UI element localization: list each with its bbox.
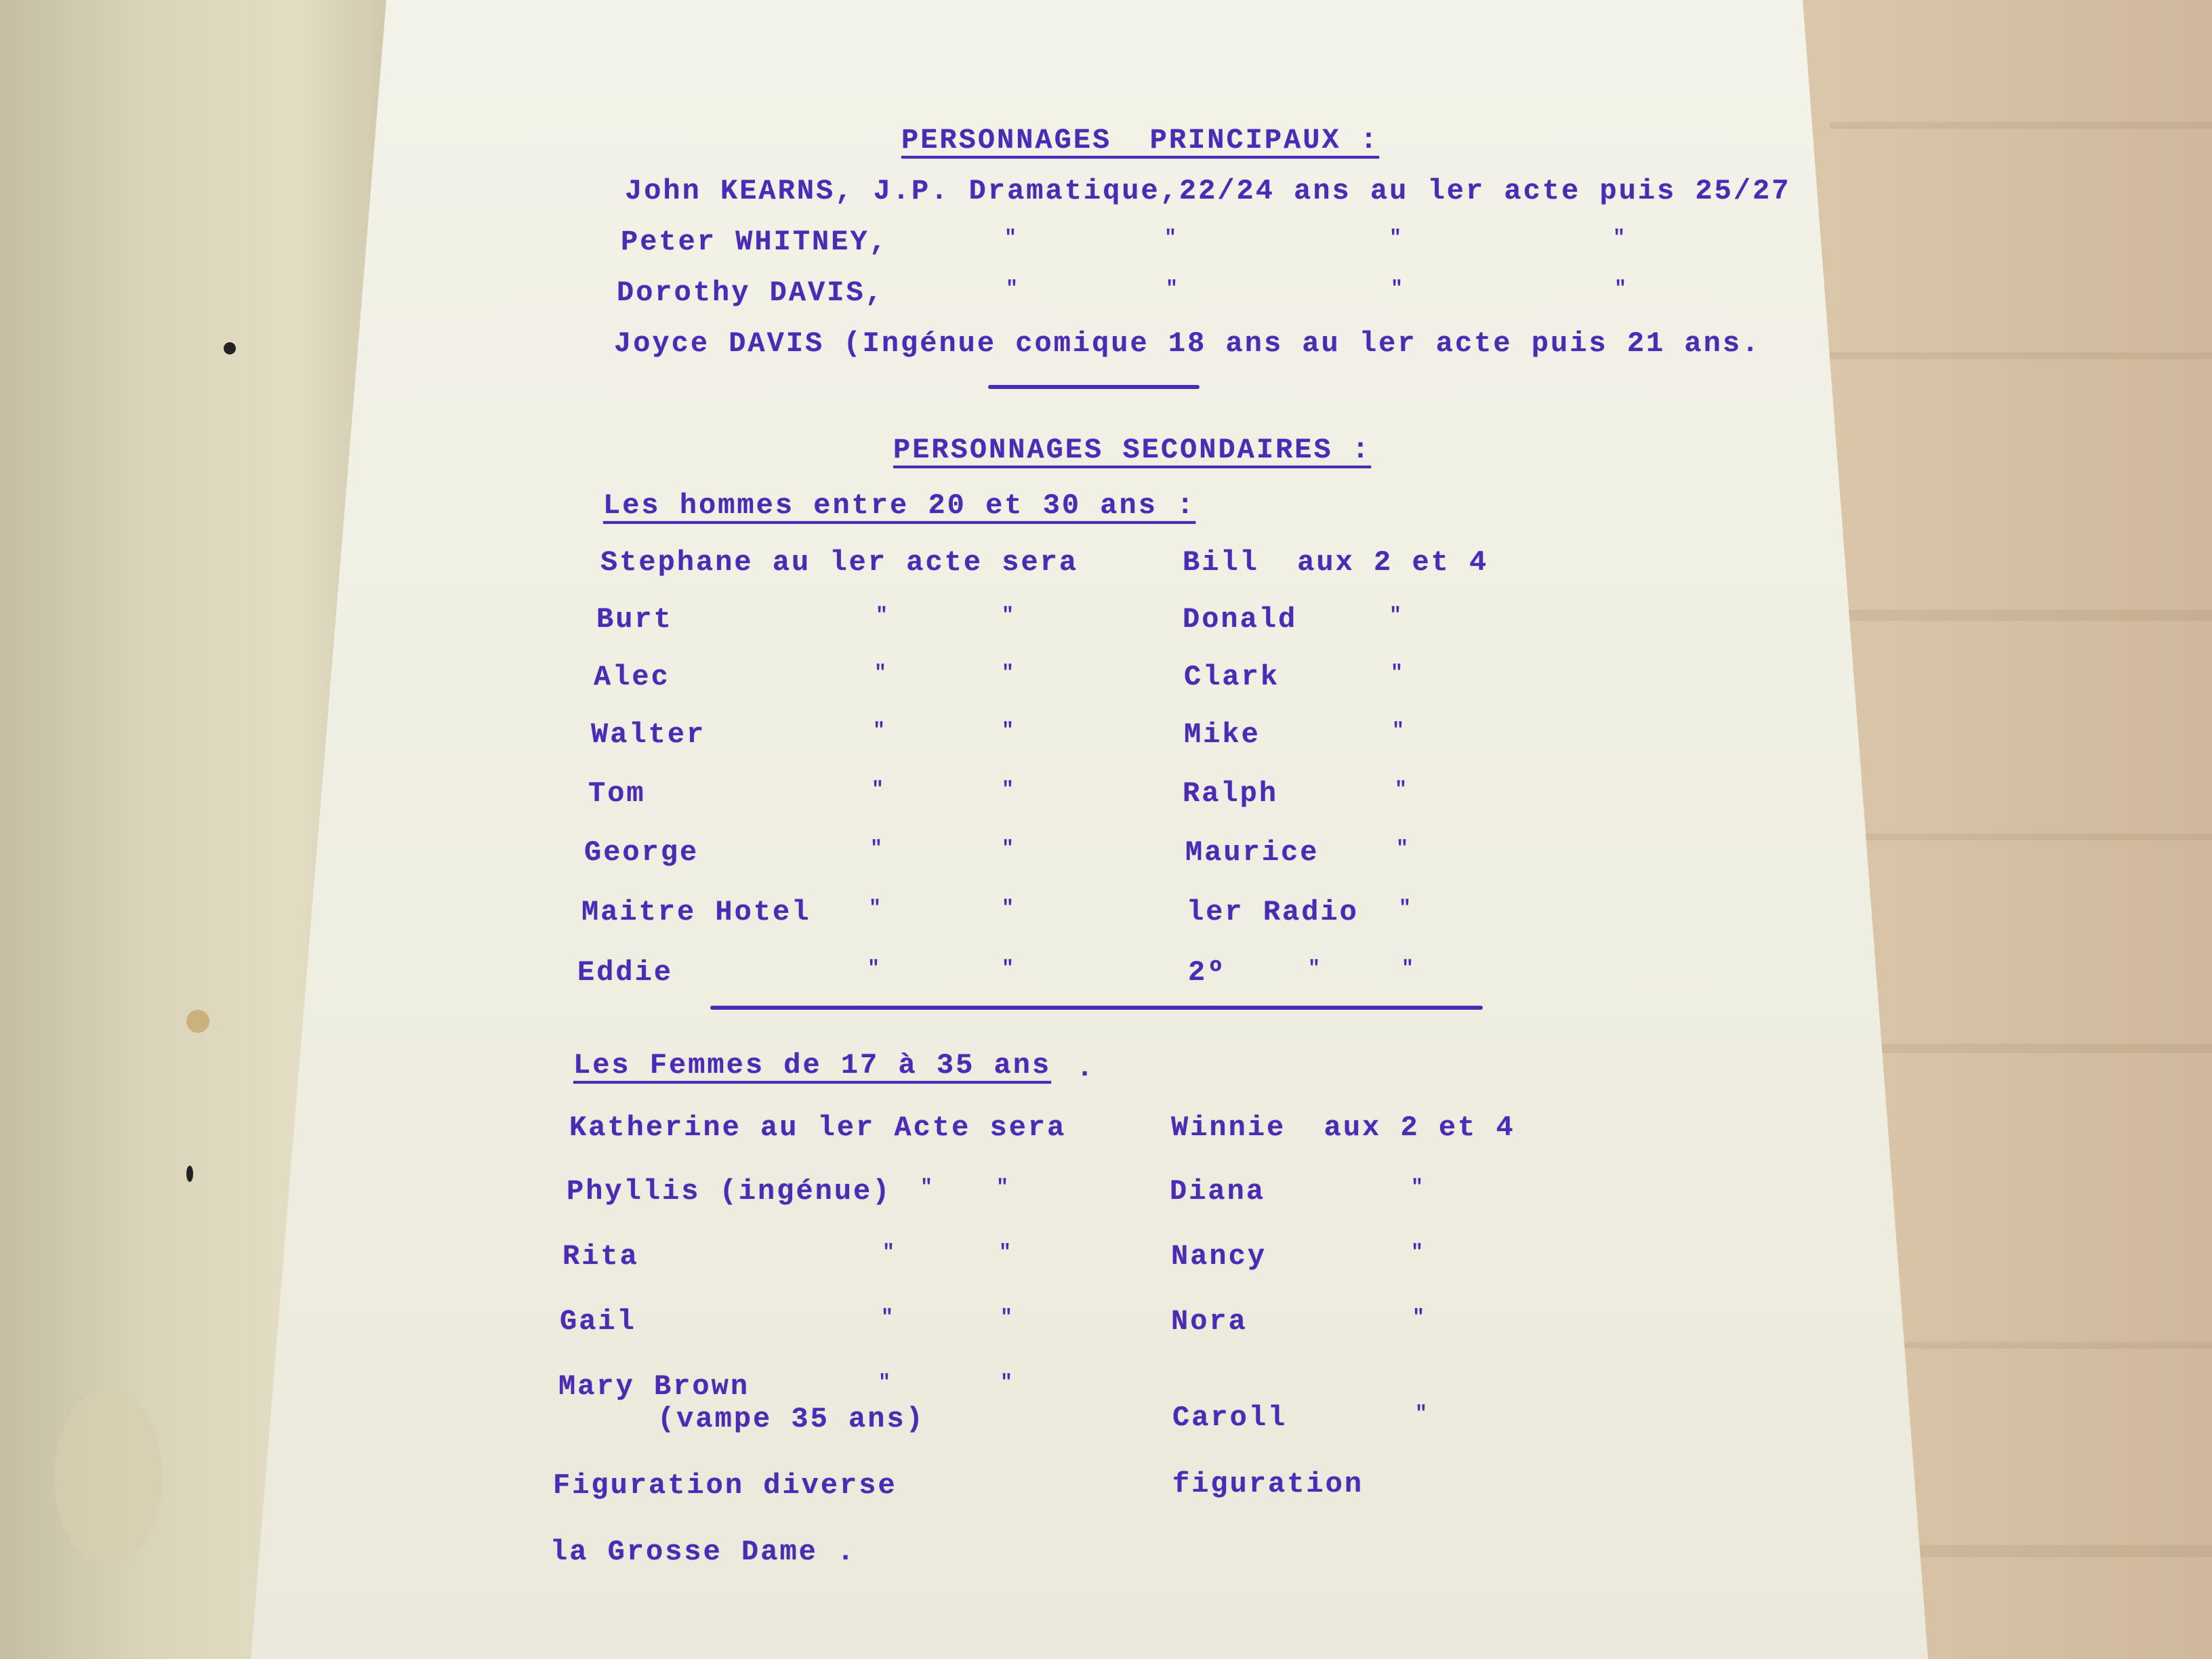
women-left-7: la Grosse Dame . [550, 1536, 857, 1568]
ditto-mark: " [878, 1372, 891, 1395]
ditto-mark: " [1613, 227, 1626, 250]
ditto-mark: " [1002, 897, 1015, 920]
women-left-2: Phyllis (ingénue) [567, 1175, 892, 1208]
ditto-mark: " [1411, 1176, 1424, 1200]
ditto-mark: " [1415, 1403, 1428, 1426]
principal-line-3: Dorothy DAVIS, [617, 276, 884, 309]
men-right-1: Bill aux 2 et 4 [1183, 546, 1489, 579]
men-right-4: Mike [1184, 718, 1261, 751]
women-right-4: Nora [1171, 1305, 1248, 1338]
ditto-mark: " [1002, 779, 1015, 802]
men-right-5: Ralph [1183, 777, 1279, 810]
ditto-mark: " [881, 1307, 894, 1330]
men-left-6: George [584, 836, 699, 869]
ditto-mark: " [1308, 958, 1321, 981]
ditto-mark: " [1614, 278, 1627, 301]
ditto-mark: " [1002, 605, 1015, 628]
ditto-mark: " [1395, 779, 1408, 802]
principal-line-1: John KEARNS, J.P. Dramatique,22/24 ans au ler acte puis 25/27 [625, 175, 1791, 207]
ditto-mark: " [1166, 278, 1179, 301]
ditto-mark: " [1002, 838, 1015, 861]
men-right-2: Donald [1183, 603, 1298, 636]
women-left-4: Gail [560, 1305, 636, 1338]
men-right-6: Maurice [1185, 836, 1319, 869]
ditto-mark: " [869, 897, 882, 920]
ditto-mark: " [920, 1176, 933, 1200]
ditto-mark: " [873, 720, 886, 743]
ditto-mark: " [1412, 1307, 1425, 1330]
ditto-mark: " [1002, 720, 1015, 743]
ditto-mark: " [1411, 1242, 1424, 1265]
ditto-mark: " [1004, 227, 1017, 250]
principal-line-2: Peter WHITNEY, [621, 226, 888, 258]
ditto-mark: " [870, 838, 883, 861]
men-left-8: Eddie [577, 956, 674, 989]
ditto-mark: " [1164, 227, 1177, 250]
ditto-mark: " [1389, 605, 1402, 628]
women-left-1: Katherine au ler Acte sera [569, 1111, 1067, 1144]
women-heading: Les Femmes de 17 à 35 ans [573, 1049, 1052, 1082]
men-left-4: Walter [591, 718, 706, 751]
separator-rule [988, 385, 1200, 389]
women-right-2: Diana [1170, 1175, 1266, 1208]
ditto-mark: " [1391, 662, 1404, 685]
ditto-mark: " [1401, 958, 1414, 981]
ditto-mark: " [1399, 897, 1412, 920]
ditto-mark: " [1391, 278, 1404, 301]
ditto-mark: " [1006, 278, 1019, 301]
women-left-5-note: (vampe 35 ans) [657, 1403, 925, 1435]
separator-rule [710, 1006, 1483, 1010]
ditto-mark: " [874, 662, 887, 685]
men-left-2: Burt [596, 603, 673, 636]
women-right-5: Caroll [1172, 1401, 1288, 1434]
secondary-heading: PERSONNAGES SECONDAIRES : [893, 434, 1372, 466]
men-heading: Les hommes entre 20 et 30 ans : [603, 489, 1196, 522]
men-left-7: Maitre Hotel [581, 896, 811, 928]
ditto-mark: " [1396, 838, 1409, 861]
women-right-1: Winnie aux 2 et 4 [1171, 1111, 1515, 1144]
men-right-8: 2º [1188, 956, 1227, 989]
men-left-5: Tom [588, 777, 646, 810]
ditto-mark: " [999, 1242, 1012, 1265]
women-left-5: Mary Brown [558, 1370, 750, 1403]
principal-line-4: Joyce DAVIS (Ingénue comique 18 ans au ler acte puis 21 ans. [614, 327, 1761, 360]
women-heading-tail: . [1076, 1052, 1096, 1084]
typed-sheet [251, 0, 1931, 1659]
principal-heading: PERSONNAGES PRINCIPAUX : [901, 124, 1380, 157]
ditto-mark: " [1392, 720, 1405, 743]
ditto-mark: " [1002, 958, 1015, 981]
women-left-3: Rita [562, 1240, 639, 1273]
ditto-mark: " [872, 779, 884, 802]
women-right-6: figuration [1172, 1468, 1364, 1500]
ditto-mark: " [996, 1176, 1009, 1200]
ditto-mark: " [1389, 227, 1402, 250]
men-left-3: Alec [594, 661, 670, 693]
ditto-mark: " [867, 958, 880, 981]
men-left-1: Stephane au ler acte sera [600, 546, 1079, 579]
men-right-7: ler Radio [1187, 896, 1359, 928]
women-left-6: Figuration diverse [553, 1469, 897, 1502]
men-right-3: Clark [1184, 661, 1280, 693]
ditto-mark: " [1002, 662, 1015, 685]
ditto-mark: " [1000, 1307, 1013, 1330]
ditto-mark: " [882, 1242, 895, 1265]
ditto-mark: " [876, 605, 888, 628]
women-right-3: Nancy [1171, 1240, 1267, 1273]
ditto-mark: " [1000, 1372, 1013, 1395]
